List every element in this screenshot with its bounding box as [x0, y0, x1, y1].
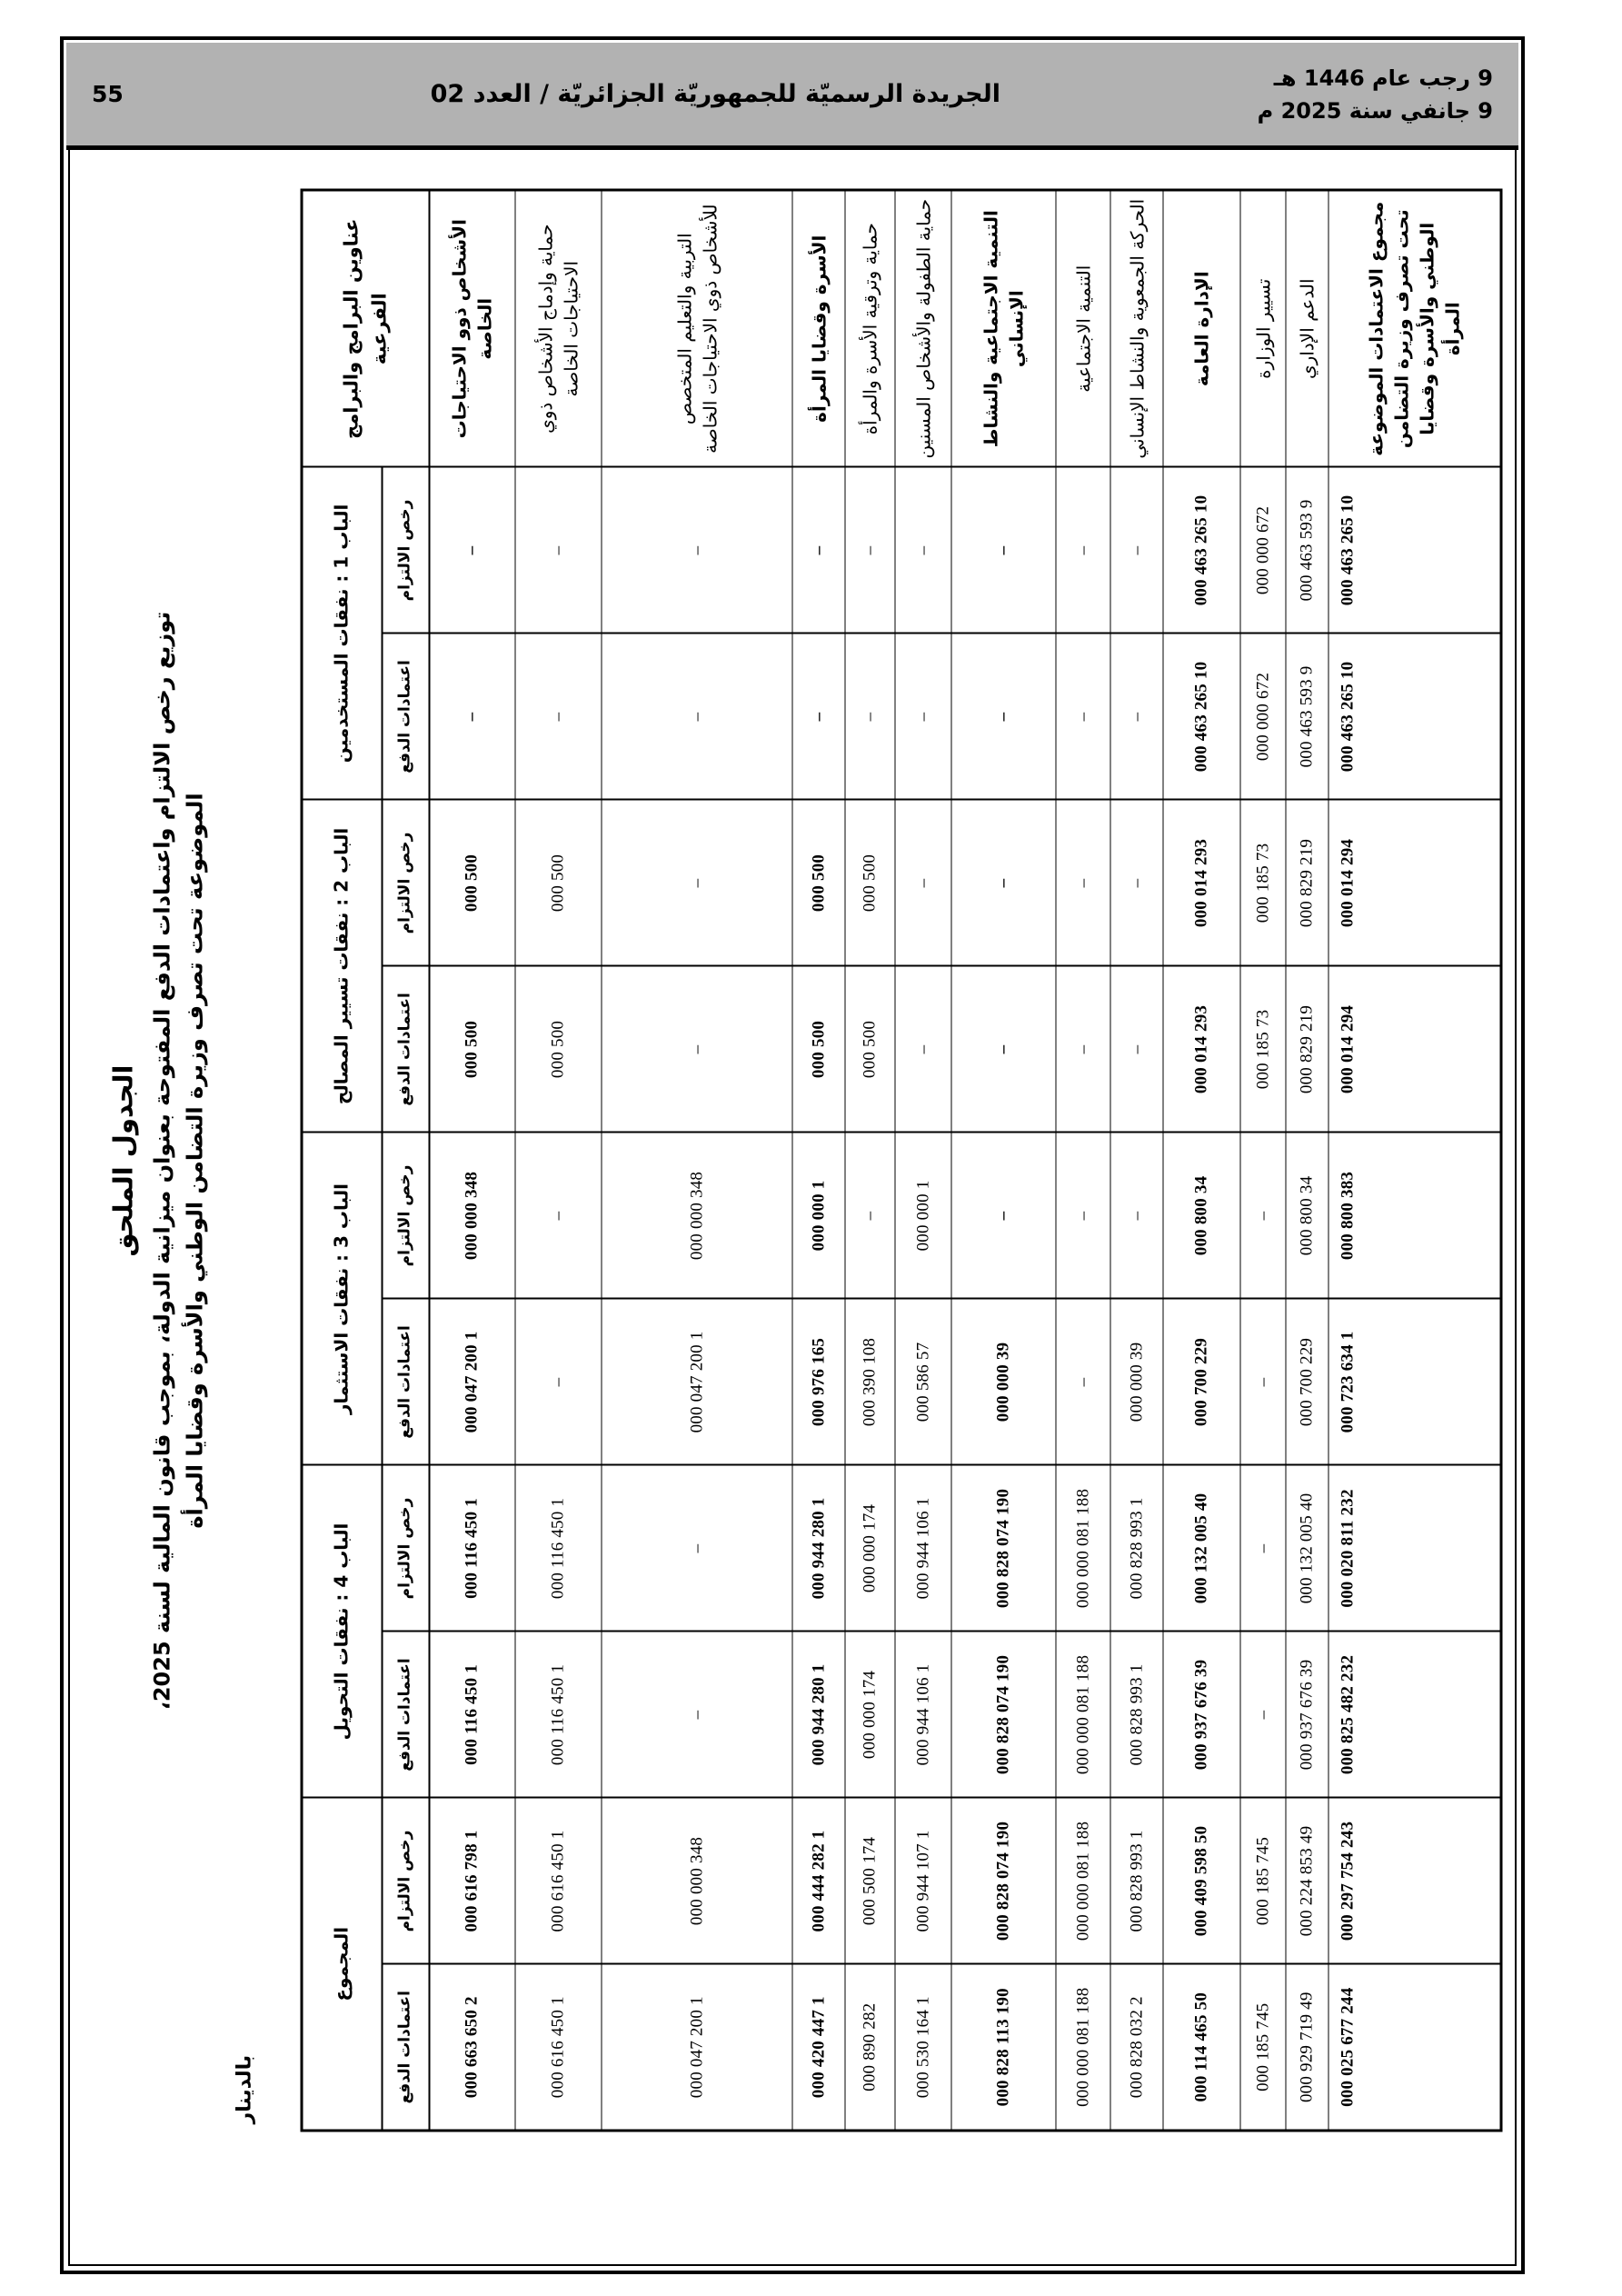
- amount-cell: 500 000: [845, 965, 895, 1132]
- dash-cell: –: [515, 1298, 602, 1464]
- dash-cell: –: [951, 1132, 1056, 1298]
- amount-cell: 500 000: [429, 965, 515, 1132]
- amount-cell: 1 106 944 000: [895, 1631, 951, 1797]
- amount-cell: 40 005 132 000: [1286, 1464, 1328, 1631]
- dash-cell: –: [951, 466, 1056, 633]
- amount-cell: 108 390 000: [845, 1298, 895, 1464]
- subcolumn-header-cell: رخص الالتزام: [382, 466, 429, 633]
- amount-cell: 500 000: [792, 965, 845, 1132]
- amount-cell: 1 200 047 000: [602, 1298, 792, 1464]
- journal-title: الجريدة الرسميّة للجمهوريّة الجزائريّة / العدد 02: [430, 80, 1000, 108]
- subcolumn-header-cell: اعتمادات الدفع: [382, 1298, 429, 1464]
- dash-cell: –: [1240, 1132, 1286, 1298]
- amount-cell: 1 280 944 000: [792, 1464, 845, 1631]
- amount-cell: 219 829 000: [1286, 965, 1328, 1132]
- amount-cell: 383 800 000: [1328, 1132, 1501, 1298]
- amount-cell: 672 000 000: [1240, 633, 1286, 799]
- amount-cell: 49 853 224 000: [1286, 1797, 1328, 1963]
- amount-cell: 34 800 000: [1286, 1132, 1328, 1298]
- dash-cell: –: [429, 633, 515, 799]
- amount-cell: 9 593 463 000: [1286, 633, 1328, 799]
- amount-cell: 243 754 297 000: [1328, 1797, 1501, 1963]
- program-title-cell: الأسرة وقضايا المرأة: [792, 189, 845, 466]
- subcolumn-header-cell: اعتمادات الدفع: [382, 1963, 429, 2130]
- amount-cell: 39 000 000: [951, 1298, 1056, 1464]
- amount-cell: 39 000 000: [1110, 1298, 1163, 1464]
- amount-cell: 174 000 000: [845, 1464, 895, 1631]
- table-row: [1328, 189, 1501, 2130]
- amount-cell: 745 185 000: [1240, 1797, 1286, 1963]
- dash-cell: –: [1110, 1132, 1163, 1298]
- header-row-subcolumns: [382, 189, 429, 2130]
- chapter-header-cell: الباب 2 : نفقات تسيير المصالح: [302, 799, 382, 1132]
- dash-cell: –: [1056, 965, 1110, 1132]
- chapter-header-cell: الباب 4 : نفقات التحويل: [302, 1464, 382, 1797]
- dash-cell: –: [1110, 633, 1163, 799]
- chapter-header-cell: المجموع: [302, 1797, 382, 2130]
- amount-cell: 188 081 000 000: [1056, 1797, 1110, 1963]
- amount-cell: 1 164 530 000: [895, 1963, 951, 2130]
- program-title-cell: الأشخاص ذوو الاحتياجات الخاصة: [429, 189, 515, 466]
- dash-cell: –: [1110, 965, 1163, 1132]
- dash-cell: –: [515, 466, 602, 633]
- amount-cell: 39 676 937 000: [1286, 1631, 1328, 1797]
- amount-cell: 500 000: [515, 965, 602, 1132]
- amount-cell: 244 677 025 000: [1328, 1963, 1501, 2130]
- program-title-cell: حماية الطفولة والأشخاص المسنين: [895, 189, 951, 466]
- dash-cell: –: [1240, 1631, 1286, 1797]
- amount-cell: 1 200 047 000: [602, 1963, 792, 2130]
- table-row: [895, 189, 951, 2130]
- dash-cell: –: [602, 965, 792, 1132]
- amount-cell: 10 265 463 000: [1163, 633, 1240, 799]
- dash-cell: –: [515, 1132, 602, 1298]
- amount-cell: 229 700 000: [1163, 1298, 1240, 1464]
- dash-cell: –: [515, 633, 602, 799]
- table-row: [1110, 189, 1163, 2130]
- program-title-cell: حماية وإدماج الأشخاص ذوي الاحتياجات الخاصة: [515, 189, 602, 466]
- amount-cell: 174 500 000: [845, 1797, 895, 1963]
- amount-cell: 73 185 000: [1240, 965, 1286, 1132]
- amount-cell: 294 014 000: [1328, 799, 1501, 965]
- subcolumn-header-cell: رخص الالتزام: [382, 1132, 429, 1298]
- amount-cell: 500 000: [792, 799, 845, 965]
- program-titles-header: عناوين البرامج والبرامج الفرعية: [302, 189, 429, 466]
- subcolumn-header-cell: اعتمادات الدفع: [382, 965, 429, 1132]
- amount-cell: 190 074 828 000: [951, 1797, 1056, 1963]
- table-row: [1286, 189, 1328, 2130]
- amount-cell: 348 000 000: [602, 1797, 792, 1963]
- table-head: [302, 189, 429, 2130]
- dash-cell: –: [845, 466, 895, 633]
- amount-cell: 1 450 616 000: [515, 1797, 602, 1963]
- annex-subtitle-line1: توزيع رخص الالتزام واعتمادات الدفع المفتوحة بعنوان ميزانية الدولة، بموجب قانون المالية لسنة 2025،: [149, 611, 174, 1710]
- amount-cell: 1 634 723 000: [1328, 1298, 1501, 1464]
- table-row: [1240, 189, 1286, 2130]
- program-title-cell: تسيير الوزارة: [1240, 189, 1286, 466]
- amount-cell: 1 798 616 000: [429, 1797, 515, 1963]
- dash-cell: –: [1056, 1132, 1110, 1298]
- annex-subtitle-line2: الموضوعة تحت تصرف وزيرة التضامن الوطني والأسرة وقضايا المرأة: [182, 792, 207, 1529]
- amount-cell: 500 000: [429, 799, 515, 965]
- dash-cell: –: [845, 633, 895, 799]
- dash-cell: –: [792, 633, 845, 799]
- dash-cell: –: [895, 965, 951, 1132]
- amount-cell: 1 993 828 000: [1110, 1797, 1163, 1963]
- date-hijri: 9 رجب عام 1446 هـ: [1273, 65, 1493, 91]
- amount-cell: 190 074 828 000: [951, 1631, 1056, 1797]
- table-row: [515, 189, 602, 2130]
- header-row-groups: [302, 189, 382, 2130]
- amount-cell: 1 450 116 000: [515, 1464, 602, 1631]
- program-title-cell: التنمية الاجتماعية: [1056, 189, 1110, 466]
- subcolumn-header-cell: رخص الالتزام: [382, 1464, 429, 1631]
- table-row: [951, 189, 1056, 2130]
- amount-cell: 1 000 000: [792, 1132, 845, 1298]
- table-row: [602, 189, 792, 2130]
- amount-cell: 219 829 000: [1286, 799, 1328, 965]
- dash-cell: –: [1110, 466, 1163, 633]
- dash-cell: –: [429, 466, 515, 633]
- currency-note: بالدينار: [233, 2054, 255, 2123]
- dash-cell: –: [602, 466, 792, 633]
- date-gregorian: 9 جانفي سنة 2025 م: [1257, 97, 1493, 124]
- amount-cell: 10 265 463 000: [1163, 466, 1240, 633]
- amount-cell: 232 811 020 000: [1328, 1464, 1501, 1631]
- annex-heading: [107, 189, 207, 2131]
- dash-cell: –: [602, 1464, 792, 1631]
- amount-cell: 1 106 944 000: [895, 1464, 951, 1631]
- chapter-header-cell: الباب 3 : نفقات الاستثمار: [302, 1132, 382, 1464]
- amount-cell: 9 593 463 000: [1286, 466, 1328, 633]
- amount-cell: 49 719 929 000: [1286, 1963, 1328, 2130]
- amount-cell: 1 993 828 000: [1110, 1631, 1163, 1797]
- amount-cell: 73 185 000: [1240, 799, 1286, 965]
- amount-cell: 188 081 000 000: [1056, 1464, 1110, 1631]
- subcolumn-header-cell: رخص الالتزام: [382, 799, 429, 965]
- amount-cell: 282 890 000: [845, 1963, 895, 2130]
- amount-cell: 1 450 116 000: [515, 1631, 602, 1797]
- amount-cell: 294 014 000: [1328, 965, 1501, 1132]
- amount-cell: 40 005 132 000: [1163, 1464, 1240, 1631]
- dash-cell: –: [792, 466, 845, 633]
- amount-cell: 232 482 825 000: [1328, 1631, 1501, 1797]
- dash-cell: –: [845, 1132, 895, 1298]
- amount-cell: 34 800 000: [1163, 1132, 1240, 1298]
- amount-cell: 500 000: [515, 799, 602, 965]
- dash-cell: –: [602, 799, 792, 965]
- budget-table: [300, 188, 1502, 2131]
- table-row: [1163, 189, 1240, 2130]
- amount-cell: 2 032 828 000: [1110, 1963, 1163, 2130]
- amount-cell: 57 586 000: [895, 1298, 951, 1464]
- amount-cell: 348 000 000: [602, 1132, 792, 1298]
- amount-cell: 229 700 000: [1286, 1298, 1328, 1464]
- amount-cell: 1 450 116 000: [429, 1631, 515, 1797]
- amount-cell: 672 000 000: [1240, 466, 1286, 633]
- amount-cell: 2 650 663 000: [429, 1963, 515, 2130]
- table-row: [1056, 189, 1110, 2130]
- subcolumn-header-cell: اعتمادات الدفع: [382, 1631, 429, 1797]
- dash-cell: –: [895, 633, 951, 799]
- table-row: [429, 189, 515, 2130]
- dash-cell: –: [1056, 1298, 1110, 1464]
- amount-cell: 174 000 000: [845, 1631, 895, 1797]
- amount-cell: 39 676 937 000: [1163, 1631, 1240, 1797]
- annex-title: الجدول الملحق: [107, 1064, 138, 1256]
- amount-cell: 348 000 000: [429, 1132, 515, 1298]
- amount-cell: 50 598 409 000: [1163, 1797, 1240, 1963]
- program-title-cell: حماية وترقية الأسرة والمرأة: [845, 189, 895, 466]
- dash-cell: –: [1240, 1464, 1286, 1631]
- dash-cell: –: [1056, 799, 1110, 965]
- program-title-cell: الإدارة العامة: [1163, 189, 1240, 466]
- amount-cell: 190 113 828 000: [951, 1963, 1056, 2130]
- amount-cell: 1 200 047 000: [429, 1298, 515, 1464]
- amount-cell: 190 074 828 000: [951, 1464, 1056, 1631]
- dash-cell: –: [602, 633, 792, 799]
- dash-cell: –: [895, 799, 951, 965]
- program-title-cell: الدعم الإداري: [1286, 189, 1328, 466]
- dash-cell: –: [951, 965, 1056, 1132]
- amount-cell: 500 000: [845, 799, 895, 965]
- amount-cell: 10 265 463 000: [1328, 466, 1501, 633]
- subcolumn-header-cell: اعتمادات الدفع: [382, 633, 429, 799]
- amount-cell: 745 185 000: [1240, 1963, 1286, 2130]
- dash-cell: –: [1056, 466, 1110, 633]
- table-row: [845, 189, 895, 2130]
- program-title-cell: مجموع الاعتمادات الموضوعة تحت تصرف وزيرة التضامن الوطني والأسرة وقضايا المرأة: [1328, 189, 1501, 466]
- dash-cell: –: [1056, 633, 1110, 799]
- program-title-cell: الحركة الجمعوية والنشاط الإنساني: [1110, 189, 1163, 466]
- dash-cell: –: [1240, 1298, 1286, 1464]
- amount-cell: 1 000 000: [895, 1132, 951, 1298]
- amount-cell: 1 447 420 000: [792, 1963, 845, 2130]
- table-body: [429, 189, 1501, 2130]
- amount-cell: 1 280 944 000: [792, 1631, 845, 1797]
- amount-cell: 1 993 828 000: [1110, 1464, 1163, 1631]
- amount-cell: 1 107 944 000: [895, 1797, 951, 1963]
- subcolumn-header-cell: رخص الالتزام: [382, 1797, 429, 1963]
- amount-cell: 165 976 000: [792, 1298, 845, 1464]
- amount-cell: 293 014 000: [1163, 965, 1240, 1132]
- amount-cell: 188 081 000 000: [1056, 1631, 1110, 1797]
- amount-cell: 10 265 463 000: [1328, 633, 1501, 799]
- amount-cell: 50 465 114 000: [1163, 1963, 1240, 2130]
- page-number: 55: [92, 81, 124, 107]
- dash-cell: –: [951, 633, 1056, 799]
- program-title-cell: التربية والتعليم المتخصص للأشخاص ذوي الاحتياجات الخاصة: [602, 189, 792, 466]
- program-title-cell: التنمية الاجتماعية والنشاط الإنساني: [951, 189, 1056, 466]
- amount-cell: 1 450 616 000: [515, 1963, 602, 2130]
- dash-cell: –: [895, 466, 951, 633]
- amount-cell: 1 282 444 000: [792, 1797, 845, 1963]
- dash-cell: –: [1110, 799, 1163, 965]
- dash-cell: –: [951, 799, 1056, 965]
- dash-cell: –: [602, 1631, 792, 1797]
- chapter-header-cell: الباب 1 : نفقات المستخدمين: [302, 466, 382, 799]
- amount-cell: 188 081 000 000: [1056, 1963, 1110, 2130]
- amount-cell: 1 450 116 000: [429, 1464, 515, 1631]
- amount-cell: 293 014 000: [1163, 799, 1240, 965]
- table-row: [792, 189, 845, 2130]
